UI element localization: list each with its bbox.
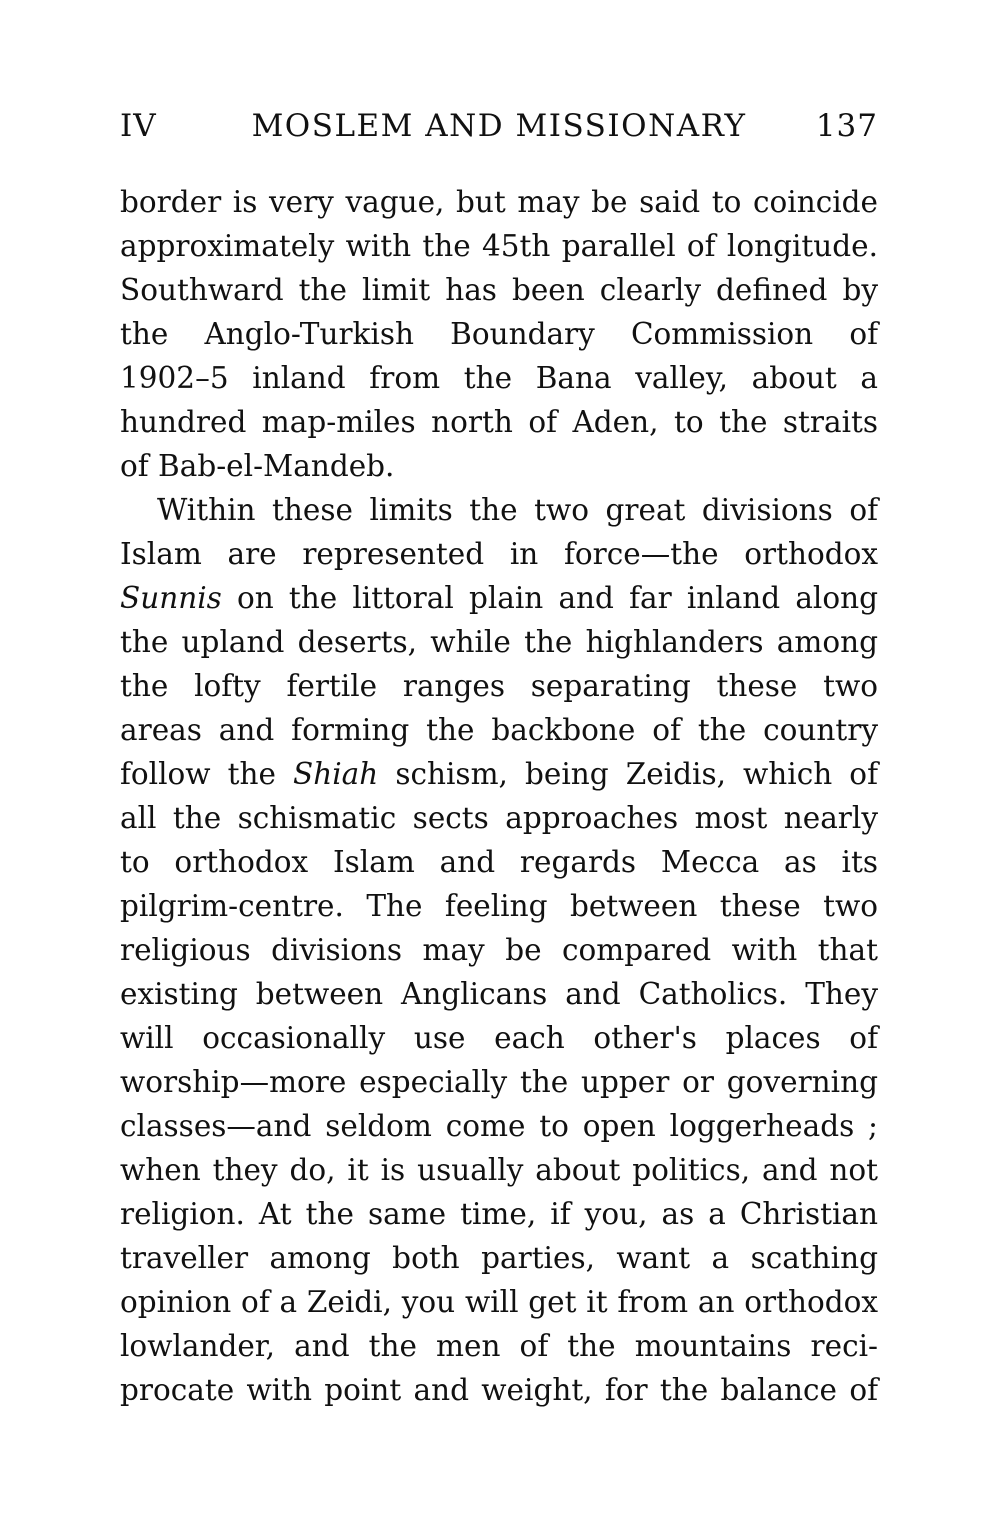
text-line: procate with point and weight, for the balance of [120,1373,878,1407]
text-line: Islam are represented in force—the orthodox [120,537,878,571]
text-line [120,576,878,620]
text-line: classes—and seldom come to open loggerheads ; [120,1109,878,1143]
text-line: to orthodox Islam and regards Mecca as its [120,845,878,879]
text-line: lowlander, and the men of the mountains reci- [120,1329,878,1363]
text-line: traveller among both parties, want a scathing [120,1241,878,1275]
text-line: Southward the limit has been clearly defined by [120,273,878,307]
text-line: the Anglo-Turkish Boundary Commission of [120,317,878,351]
text-line: border is very vague, but may be said to coincide [120,185,878,219]
paragraph-1 [120,180,878,488]
book-page [120,108,878,1412]
running-head [120,108,878,156]
text-line: pilgrim-centre. The feeling between these two [120,889,878,923]
italic-term-sunnis: Sunnis [120,581,222,615]
paragraph-2 [120,488,878,1412]
text-line: areas and forming the backbone of the country [120,713,878,747]
chapter-number: IV [120,108,157,144]
text-line: existing between Anglicans and Catholics. They [120,977,878,1011]
text-line: all the schismatic sects approaches most nearly [120,801,878,835]
page-number: 137 [815,108,878,144]
running-title: MOSLEM AND MISSIONARY [251,108,747,144]
text-line: religious divisions may be compared with that [120,933,878,967]
text-line: when they do, it is usually about politics, and not [120,1153,878,1187]
text-line: 1902–5 inland from the Bana valley, about a [120,361,878,395]
text-segment: on the littoral plain and far inland along [221,581,878,615]
text-line: worship—more especially the upper or governing [120,1065,878,1099]
text-line: opinion of a Zeidi, you will get it from an orthodox [120,1285,878,1319]
text-line: religion. At the same time, if you, as a Christian [120,1197,878,1231]
text-segment: follow the [120,757,294,791]
text-line: the upland deserts, while the highlanders among [120,625,878,659]
italic-term-shiah: Shiah [293,757,379,791]
text-line [120,752,878,796]
text-line: of Bab-el-Mandeb. [120,449,395,483]
text-line: will occasionally use each other's places of [120,1021,878,1055]
text-line: approximately with the 45th parallel of longitude. [120,229,878,263]
text-line: Within these limits the two great divisions of [157,493,878,527]
text-line: hundred map-miles north of Aden, to the straits [120,405,878,439]
text-line: the lofty fertile ranges separating these two [120,669,878,703]
text-segment: schism, being Zeidis, which of [378,757,878,791]
body-text [120,180,878,1412]
